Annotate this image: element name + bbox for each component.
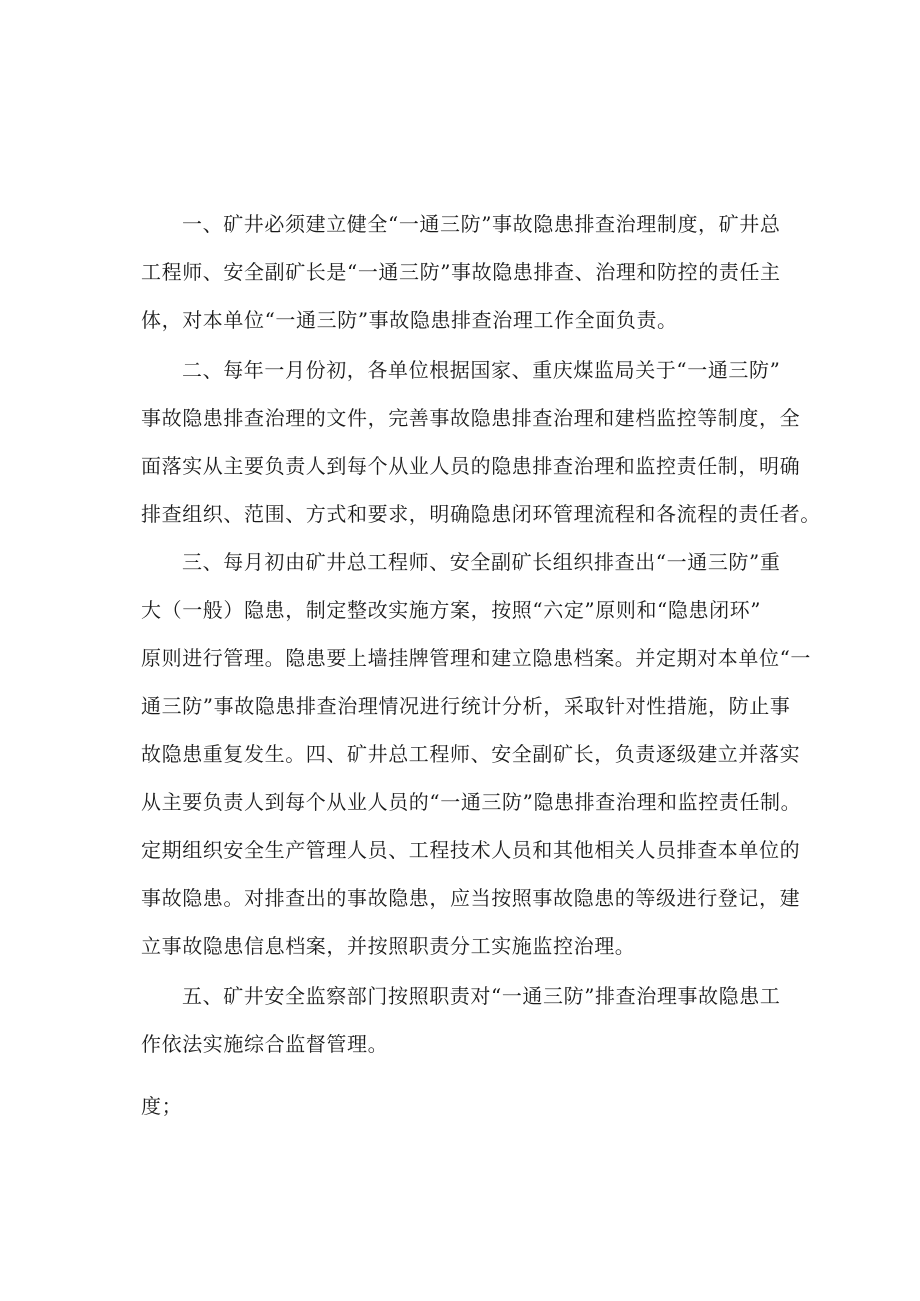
paragraph-3-line-7: 定期组织安全生产管理人员、工程技术人员和其他相关人员排查本单位的 bbox=[141, 838, 801, 862]
paragraph-3-line-4: 通三防”事故隐患排查治理情况进行统计分析，采取针对性措施，防止事 bbox=[141, 694, 791, 718]
paragraph-3-line-9: 立事故隐患信息档案，并按照职责分工实施监控治理。 bbox=[141, 934, 636, 958]
paragraph-3-line-2: 大（一般）隐患，制定整改实施方案，按照“六定”原则和“隐患闭环” bbox=[141, 598, 762, 622]
paragraph-5-line-2: 作依法实施综合监督管理。 bbox=[141, 1032, 389, 1056]
paragraph-1-line-1: 一、矿井必须建立健全“一通三防”事故隐患排查治理制度，矿井总 bbox=[182, 212, 781, 236]
paragraph-5-line-1: 五、矿井安全监察部门按照职责对“一通三防”排查治理事故隐患工 bbox=[182, 984, 781, 1008]
paragraph-2-line-2: 事故隐患排查治理的文件，完善事故隐患排查治理和建档监控等制度，全 bbox=[141, 406, 801, 430]
paragraph-3-line-6: 从主要负责人到每个从业人员的“一通三防”隐患排查治理和监控责任制。 bbox=[141, 790, 802, 814]
paragraph-3-line-8: 事故隐患。对排查出的事故隐患，应当按照事故隐患的等级进行登记，建 bbox=[141, 886, 801, 910]
paragraph-3-line-5: 故隐患重复发生。四、矿井总工程师、安全副矿长，负责逐级建立并落实 bbox=[141, 742, 801, 766]
trailing-fragment: 度； bbox=[141, 1094, 183, 1118]
paragraph-3-line-1: 三、每月初由矿井总工程师、安全副矿长组织排查出“一通三防”重 bbox=[182, 550, 781, 574]
paragraph-2-line-3: 面落实从主要负责人到每个从业人员的隐患排查治理和监控责任制，明确 bbox=[141, 454, 801, 478]
paragraph-2-line-4: 排查组织、范围、方式和要求，明确隐患闭环管理流程和各流程的责任者。 bbox=[141, 502, 821, 526]
paragraph-2-line-1: 二、每年一月份初，各单位根据国家、重庆煤监局关于“一通三防” bbox=[182, 358, 781, 382]
paragraph-1-line-3: 体，对本单位“一通三防”事故隐患排查治理工作全面负责。 bbox=[141, 308, 678, 332]
paragraph-3-line-3: 原则进行管理。隐患要上墙挂牌管理和建立隐患档案。并定期对本单位“一 bbox=[141, 646, 812, 670]
paragraph-1-line-2: 工程师、安全副矿长是“一通三防”事故隐患排查、治理和防控的责任主 bbox=[141, 260, 781, 284]
